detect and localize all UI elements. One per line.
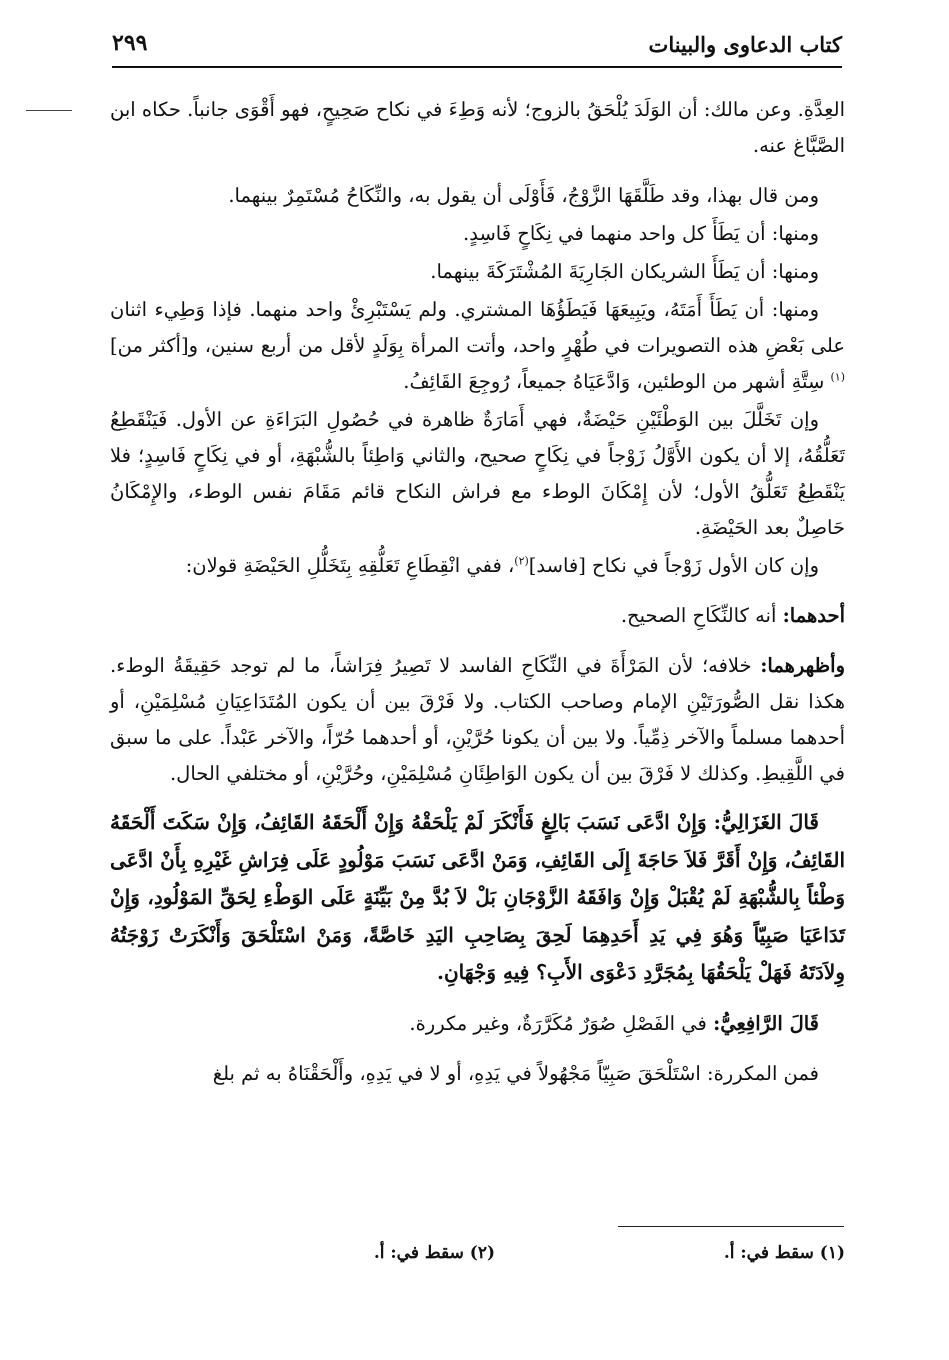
paragraph-text: خلافه؛ لأن المَرْأَةَ في النِّكَاحِ الفاسد لا تَصِيرُ فِرَاشاً، ما لم توجد حَقِيقَةُ الوطء. هكذا نقل الصُّورَتَيْنِ الإمام وصاحب الكتاب. ولا فَرْقَ بين أن يكون المُتَدَاعِيَانِ مُسْلِمَيْنِ، أو أحدهما مسلماً والآخر ذِمِّياً. ولا بين أن يكونا حُرَّيْنِ، أو أحدهما حُرّاً، والآخر عَبْداً. على ما سبق في اللَّقِيطِ. وكذلك لا فَرْقَ بين أن يكون الوَاطِئَانِ مُسْلِمَيْنِ، وحُرَّيْنِ، أو مختلفي الحال.	[110, 654, 845, 785]
quoted-matn: قَالَ الغَزَالِيُّ: وَإِنْ ادَّعَى نَسَبَ بَالِغٍ فَأَنْكَرَ لَمْ يَلْحَقْهُ وَإِنْ أَلْحَقَهُ القَائِفُ، وَإِنْ سَكَتَ أَلْحَقَهُ القَائِفُ، وَإِنْ أَقَرَّ فَلاَ حَاجَةَ إِلَى القَائِفِ، وَمَنْ ادَّعَى نَسَبَ مَوْلُودٍ عَلَى فِرَاشِ غَيْرِهِ بِأَنْ ادَّعَى وَطْئاً بِالشُّبْهَةِ لَمْ يُقْبَلْ وَإِنْ وَافَقَهُ الزَّوْجَانِ بَلْ لاَ بُدَّ مِنْ بَيِّنَةٍ عَلَى الوَطْءِ لِحَقِّ المَوْلُودِ، وَإِنْ تَدَاعَيَا صَبِيّاً وَهُوَ فِي يَدِ أَحَدِهِمَا لَحِقَ بِصَاحِبِ اليَدِ خَاصَّةً، وَمَنْ اسْتَلْحَقَ وَأَنْكَرَتْ زَوْجَتُهُ وِلاَدَتَهُ فَهَلْ يَلْحَقُهَا بِمُجَرَّدِ دَعْوَى الأَبِ؟ فِيهِ وَجْهَانِ.	[110, 810, 845, 984]
page-number: ٢٩٩	[112, 30, 148, 56]
paragraph: ومنها: أن يَطَأَ كل واحد منهما في نِكَاحٍ فَاسِدٍ.	[463, 222, 819, 245]
paragraph-text: أنه كالنِّكَاحِ الصحيح.	[620, 604, 783, 627]
paragraph	[110, 292, 845, 400]
paragraph: العِدَّةِ. وعن مالك: أن الوَلَدَ يُلْحَقُ بالزوج؛ لأنه وَطِءَ في نكاح صَحِيحٍ، فهو أَقْوَى جانباً. حكاه ابن الصَّبَّاغ عنه.	[110, 98, 845, 157]
paragraph: ومن قال بهذا، وقد طَلَّقَهَا الزَّوْجُ، فَأَوْلَى أن يقول به، والنِّكَاحُ مُسْتَمِرٌ بينهما.	[228, 184, 819, 207]
paragraph	[110, 1006, 845, 1042]
paragraph-text: ، ففي انْقِطَاعِ تَعَلُّقِهِ بِتَخَلُّلِ الحَيْضَةِ قولان:	[185, 554, 515, 577]
paragraph: وإن تَخَلَّلَ بين الوَطْئَيْنِ حَيْضَةٌ، فهي أَمَارَةٌ ظاهرة في حُصُولِ البَرَاءَةِ عن الأول. فَيَنْقَطِعُ تَعَلُّقُهُ، إلا أن يكون الأَوَّلُ زَوْجاً في نِكَاحٍ صحيح، والثاني وَاطِئاً بالشُّبْهَةِ، أو في نِكَاحٍ فَاسِدٍ؛ فلا يَنْقَطِعُ تَعَلُّقُ الأول؛ لأن إِمْكَانَ الوطء مع فراش النكاح قائم مَقَامَ نفس الوطء، والإِمْكَانُ حَاصِلٌ بعد الحَيْضَةِ.	[110, 408, 845, 539]
footnote-divider	[618, 1226, 844, 1227]
paragraph-text: وإن كان الأول زَوْجاً في نكاح [فاسد]	[528, 554, 819, 577]
running-title: كتاب الدعاوى والبينات	[648, 32, 842, 57]
paragraph-text: ومنها: أن يَطَأَ أَمَتَهُ، ويَبِيعَهَا فَيَطَؤُهَا المشتري. ولم يَسْتَبْرِئْ واحد منهما. فإذا وَطِيء اثنان على بَعْضِ هذه التصويرات في طُهْرٍ واحد، وأتت المرأة بِوَلَدٍ لأقل من أربع سنين، و[أكثر من]	[110, 298, 845, 357]
margin-mark	[26, 110, 72, 111]
paragraph: ومنها: أن يَطَأَ الشريكان الجَارِيَةَ المُشْتَرَكَةَ بينهما.	[430, 260, 819, 283]
footnote-ref[interactable]: (٢)	[514, 554, 529, 568]
paragraph-text: سِتَّةِ أشهر من الوطئين، وَادَّعَيَاهُ جميعاً، رُوجِعَ القَائِفُ.	[403, 370, 831, 393]
paragraph	[110, 548, 845, 584]
footnote-1: (١) سقط في: أ.	[723, 1243, 845, 1263]
paragraph-label: وأظهرهما:	[760, 654, 845, 677]
paragraph-label: أحدهما:	[782, 604, 845, 627]
paragraph-text: في الفَصْلِ صُوَرٌ مُكَرَّرَةٌ، وغير مكررة.	[409, 1011, 714, 1035]
footnote-ref[interactable]: (١)	[830, 370, 845, 384]
main-text	[110, 92, 845, 1094]
paragraph	[110, 598, 845, 634]
page-header	[112, 28, 842, 68]
paragraph	[110, 648, 845, 792]
paragraph: فمن المكررة: اسْتَلْحَقَ صَبِيّاً مَجْهُولاً في يَدِهِ، أو لا في يَدِهِ، وأَلْحَقْنَاهُ به ثم بلغ	[212, 1061, 819, 1085]
paragraph-label: قَالَ الرَّافِعِيُّ:	[713, 1011, 819, 1035]
footnote-2: (٢) سقط في: أ.	[373, 1243, 495, 1263]
